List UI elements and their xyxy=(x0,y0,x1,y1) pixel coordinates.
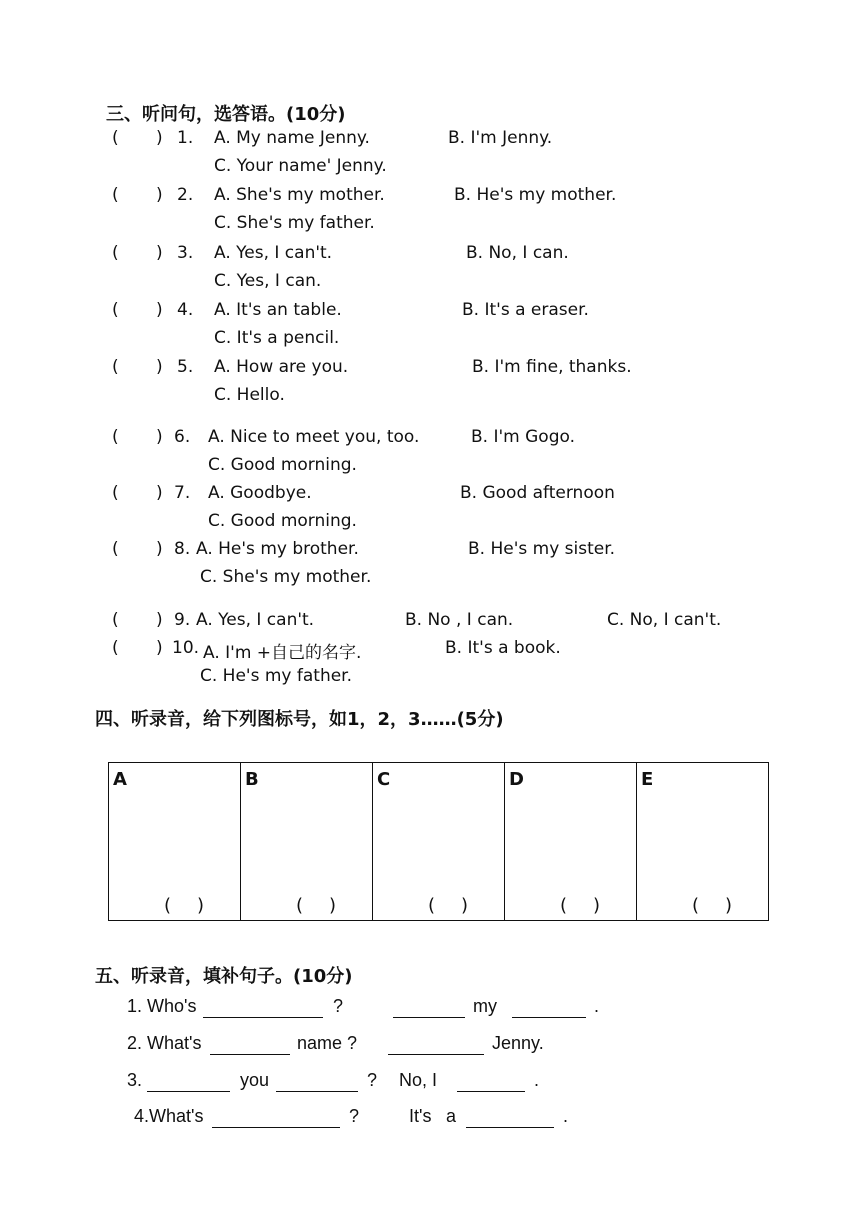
answer-paren-open[interactable]: ( xyxy=(112,638,119,658)
question-number: 8. xyxy=(174,539,191,559)
answer-paren-close[interactable]: ) xyxy=(156,185,163,205)
cell-letter: D xyxy=(509,769,524,790)
sentence4-part4: a xyxy=(446,1106,457,1126)
option-b[interactable]: B. I'm Gogo. xyxy=(471,427,575,447)
sentence2-part1: 2. What's xyxy=(127,1033,202,1053)
answer-blank[interactable] xyxy=(393,1017,465,1018)
answer-paren[interactable]: () xyxy=(295,895,362,916)
option-b[interactable]: B. I'm Jenny. xyxy=(448,128,553,148)
sentence4-part5: . xyxy=(563,1106,569,1126)
question-number: 9. xyxy=(174,610,191,630)
answer-blank[interactable] xyxy=(276,1091,358,1092)
answer-paren[interactable]: () xyxy=(163,895,230,916)
question-item xyxy=(0,638,860,698)
answer-blank[interactable] xyxy=(147,1091,230,1092)
question-number: 10. xyxy=(172,638,200,658)
section3-title: 三、听问句，选答语。(10分) xyxy=(106,104,346,125)
option-a[interactable]: A. Yes, I can't. xyxy=(196,610,315,630)
answer-blank[interactable] xyxy=(212,1127,340,1128)
option-a[interactable]: A. My name Jenny. xyxy=(214,128,370,148)
option-b[interactable]: B. He's my mother. xyxy=(454,185,617,205)
answer-blank[interactable] xyxy=(203,1017,323,1018)
cell-letter: E xyxy=(641,769,654,790)
question-number: 2. xyxy=(177,185,194,205)
cell-letter: C xyxy=(377,769,391,790)
question-number: 6. xyxy=(174,427,191,447)
option-c[interactable]: C. She's my mother. xyxy=(200,567,372,587)
option-c[interactable]: C. No, I can't. xyxy=(607,610,722,630)
sentence3-part2: you xyxy=(240,1070,270,1090)
sentence3-part3: ? xyxy=(367,1070,378,1090)
cell-letter: B xyxy=(245,769,259,790)
answer-paren-close[interactable]: ) xyxy=(156,610,163,630)
answer-paren[interactable]: () xyxy=(691,895,758,916)
option-c[interactable]: C. She's my father. xyxy=(214,213,375,233)
question-item xyxy=(0,128,860,188)
answer-paren-open[interactable]: ( xyxy=(112,427,119,447)
picture-cell-c xyxy=(373,763,505,921)
question-number: 3. xyxy=(177,243,194,263)
option-a[interactable]: A. She's my mother. xyxy=(214,185,385,205)
answer-paren-open[interactable]: ( xyxy=(112,243,119,263)
sentence3-part5: . xyxy=(534,1070,540,1090)
answer-paren-open[interactable]: ( xyxy=(112,185,119,205)
option-b[interactable]: B. He's my sister. xyxy=(468,539,616,559)
option-a[interactable]: A. I'm +自己的名字. xyxy=(203,643,362,663)
sentence2-part2: name ? xyxy=(297,1033,358,1053)
sentence4-part1: 4.What's xyxy=(134,1106,204,1126)
question-item xyxy=(0,243,860,303)
sentence1-part4: . xyxy=(594,996,600,1016)
option-c[interactable]: C. Good morning. xyxy=(208,455,357,475)
option-b[interactable]: B. No , I can. xyxy=(405,610,514,630)
answer-paren-close[interactable]: ) xyxy=(156,483,163,503)
question-item xyxy=(0,483,860,543)
option-c[interactable]: C. He's my father. xyxy=(200,666,353,686)
answer-paren-close[interactable]: ) xyxy=(156,300,163,320)
sentence3-part4: No, I xyxy=(399,1070,438,1090)
option-a[interactable]: A. How are you. xyxy=(214,357,349,377)
option-c[interactable]: C. It's a pencil. xyxy=(214,328,340,348)
sentence1-part2: ? xyxy=(333,996,344,1016)
section5-title: 五、听录音，填补句子。(10分) xyxy=(95,966,353,987)
sentence3-part1: 3. xyxy=(127,1070,143,1090)
sentence1-part1: 1. Who's xyxy=(127,996,197,1016)
answer-paren[interactable]: () xyxy=(427,895,494,916)
answer-paren-close[interactable]: ) xyxy=(156,638,163,658)
answer-paren-open[interactable]: ( xyxy=(112,128,119,148)
question-number: 1. xyxy=(177,128,194,148)
option-c[interactable]: C. Hello. xyxy=(214,385,285,405)
cell-letter: A xyxy=(113,769,127,790)
picture-cell-b xyxy=(241,763,373,921)
option-c[interactable]: C. Yes, I can. xyxy=(214,271,322,291)
question-item xyxy=(0,185,860,245)
answer-blank[interactable] xyxy=(388,1054,484,1055)
answer-paren-open[interactable]: ( xyxy=(112,610,119,630)
answer-paren-open[interactable]: ( xyxy=(112,539,119,559)
question-number: 5. xyxy=(177,357,194,377)
answer-paren[interactable]: () xyxy=(559,895,626,916)
answer-blank[interactable] xyxy=(210,1054,290,1055)
option-b[interactable]: B. Good afternoon xyxy=(460,483,615,503)
option-c[interactable]: C. Good morning. xyxy=(208,511,357,531)
answer-paren-open[interactable]: ( xyxy=(112,483,119,503)
answer-blank[interactable] xyxy=(457,1091,525,1092)
answer-paren-open[interactable]: ( xyxy=(112,357,119,377)
question-item xyxy=(0,357,860,417)
option-a[interactable]: A. Yes, I can't. xyxy=(214,243,333,263)
answer-paren-close[interactable]: ) xyxy=(156,128,163,148)
option-b[interactable]: B. It's a book. xyxy=(445,638,561,658)
sentence2-part3: Jenny. xyxy=(492,1033,544,1053)
answer-paren-close[interactable]: ) xyxy=(156,243,163,263)
question-item xyxy=(0,427,860,487)
picture-cell-e xyxy=(637,763,769,921)
option-a[interactable]: A. He's my brother. xyxy=(196,539,359,559)
option-b[interactable]: B. It's a eraser. xyxy=(462,300,589,320)
option-b[interactable]: B. No, I can. xyxy=(466,243,569,263)
sentence4-part3: It's xyxy=(409,1106,432,1126)
answer-paren-close[interactable]: ) xyxy=(156,357,163,377)
answer-paren-open[interactable]: ( xyxy=(112,300,119,320)
section4-title: 四、听录音，给下列图标号，如1，2，3……(5分) xyxy=(95,709,504,730)
sentence1-part3: my xyxy=(473,996,497,1016)
sentence4-part2: ? xyxy=(349,1106,360,1126)
answer-paren-close[interactable]: ) xyxy=(156,427,163,447)
question-number: 7. xyxy=(174,483,191,503)
answer-blank[interactable] xyxy=(466,1127,554,1128)
picture-grid xyxy=(108,762,769,921)
option-a[interactable]: A. It's an table. xyxy=(214,300,342,320)
option-a[interactable]: A. Goodbye. xyxy=(208,483,312,503)
question-item xyxy=(0,539,860,599)
option-c[interactable]: C. Your name' Jenny. xyxy=(214,156,387,176)
option-b[interactable]: B. I'm fine, thanks. xyxy=(472,357,632,377)
question-item xyxy=(0,300,860,360)
answer-paren-close[interactable]: ) xyxy=(156,539,163,559)
question-number: 4. xyxy=(177,300,194,320)
picture-cell-d xyxy=(505,763,637,921)
option-a[interactable]: A. Nice to meet you, too. xyxy=(208,427,420,447)
picture-cell-a xyxy=(109,763,241,921)
answer-blank[interactable] xyxy=(512,1017,586,1018)
